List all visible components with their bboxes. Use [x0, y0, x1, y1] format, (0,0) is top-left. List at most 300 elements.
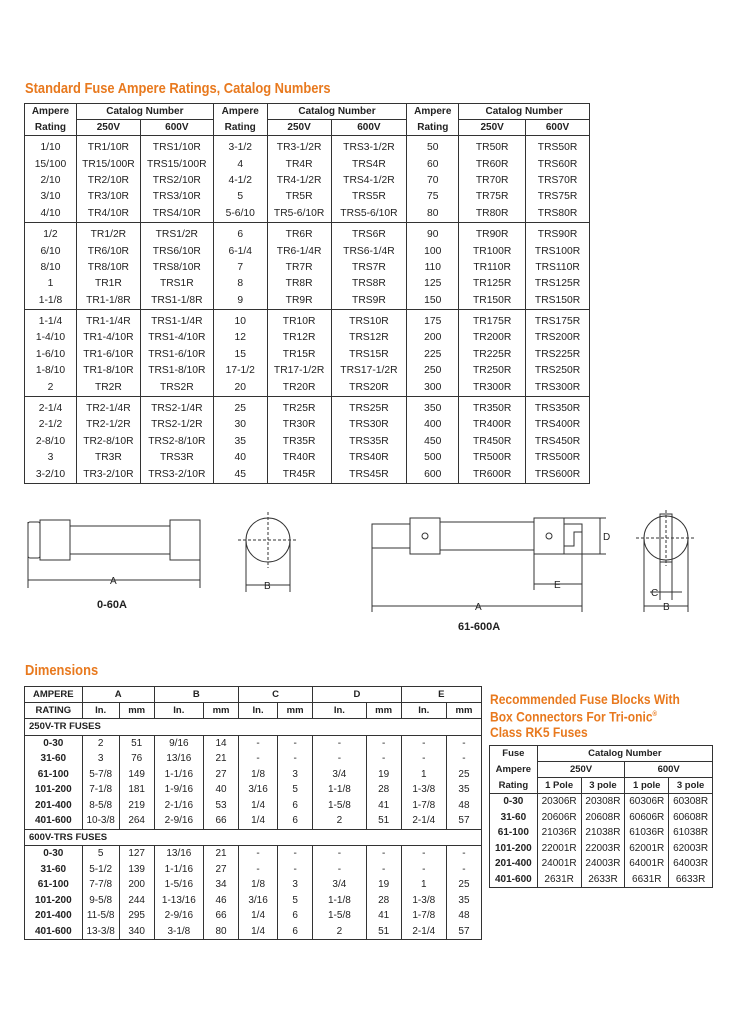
table-row: [25, 782, 482, 798]
catalog-number-cell: TR2-8/10R: [76, 434, 140, 450]
large-fuse-drawing: [372, 518, 606, 612]
dimension-cell: -: [366, 735, 401, 751]
fuse-blocks-title-line1: Recommended Fuse Blocks With: [490, 691, 680, 707]
catalog-number-cell: TRS150R: [526, 293, 590, 310]
dimension-cell: 1/4: [239, 813, 278, 829]
dimension-cell: 35: [446, 782, 481, 798]
dimension-cell: -: [313, 751, 367, 767]
blocks-header-fuse: Fuse: [502, 748, 525, 760]
catalog-number-cell: TRS3-2/10R: [140, 466, 213, 483]
table-row: [25, 206, 590, 223]
catalog-number-cell: TR125R: [459, 276, 526, 292]
catalog-number-cell: TR6-1/4R: [267, 243, 331, 259]
ampere-rating-cell: 70: [407, 173, 459, 189]
ampere-rating-cell: 150: [407, 293, 459, 310]
table-row: [25, 379, 590, 396]
catalog-number-cell: TRS20R: [331, 379, 407, 396]
ampere-rating-cell: 1-4/10: [35, 332, 66, 344]
header-rating: Rating: [25, 120, 77, 136]
catalog-number-cell: TRS17-1/2R: [331, 363, 407, 379]
catalog-number-cell: 64003R: [669, 856, 713, 872]
catalog-number-cell: TRS500R: [526, 450, 590, 466]
catalog-number-cell: TRS3/10R: [140, 189, 213, 205]
table-row: [25, 276, 590, 292]
dim-label-b: B: [264, 581, 271, 592]
dims-header-a: A: [82, 687, 154, 703]
dimension-cell: -: [401, 846, 446, 862]
dimension-cell: -: [401, 751, 446, 767]
dimension-cell: 7-7/8: [82, 877, 119, 893]
unit-in: In.: [154, 703, 203, 719]
catalog-number-cell: TR8/10R: [76, 260, 140, 276]
dimension-cell: 2: [313, 813, 367, 829]
dimension-cell: 28: [366, 893, 401, 909]
dimension-cell: -: [401, 862, 446, 878]
dimension-cell: -: [278, 846, 313, 862]
blocks-header-3pole: 3 pole: [669, 778, 713, 794]
ampere-rating-cell: 75: [407, 189, 459, 205]
dimension-cell: 6: [278, 908, 313, 924]
header-250v: 250V: [267, 120, 331, 136]
dimension-cell: -: [446, 751, 481, 767]
catalog-number-cell: TR1-6/10R: [76, 347, 140, 363]
catalog-number-cell: 61036R: [625, 825, 669, 841]
table-row: [25, 924, 482, 940]
rating-cell: 0-30: [43, 737, 64, 749]
table-row: [25, 893, 482, 909]
ampere-rating-cell: 5-6/10: [213, 206, 267, 223]
rating-cell: 0-30: [503, 796, 524, 808]
dimension-cell: 1: [401, 877, 446, 893]
ampere-rating-cell: 3-1/2: [213, 136, 267, 157]
catalog-number-cell: TR3R: [76, 450, 140, 466]
catalog-number-cell: TRS3-1/2R: [331, 136, 407, 157]
table-row: [25, 222, 590, 243]
catalog-number-cell: TR17-1/2R: [267, 363, 331, 379]
catalog-number-cell: 2631R: [537, 872, 581, 888]
dimension-cell: 127: [119, 846, 154, 862]
header-250v: 250V: [459, 120, 526, 136]
catalog-number-cell: TR4/10R: [76, 206, 140, 223]
table-row: [490, 794, 713, 810]
dimension-cell: -: [446, 735, 481, 751]
dimension-cell: 1/4: [239, 924, 278, 940]
dimension-cell: 9-5/8: [82, 893, 119, 909]
unit-in: In.: [82, 703, 119, 719]
ampere-rating-cell: 4-1/2: [213, 173, 267, 189]
catalog-number-cell: TRS2-1/2R: [140, 417, 213, 433]
catalog-number-cell: TRS1-1/4R: [140, 309, 213, 330]
catalog-number-cell: TRS350R: [526, 396, 590, 417]
dimension-cell: 48: [446, 908, 481, 924]
catalog-number-cell: TR50R: [459, 136, 526, 157]
blocks-header-1pole: 1 Pole: [537, 778, 581, 794]
table-row: [25, 396, 590, 417]
catalog-number-cell: 21036R: [537, 825, 581, 841]
table-row: [25, 751, 482, 767]
dimension-cell: 19: [366, 877, 401, 893]
table-row: [25, 156, 590, 172]
dimension-cell: 5-1/2: [82, 862, 119, 878]
catalog-number-cell: TRS30R: [331, 417, 407, 433]
catalog-number-cell: TR12R: [267, 330, 331, 346]
ampere-rating-cell: 3/10: [40, 191, 61, 203]
ampere-rating-cell: 3: [47, 452, 54, 464]
catalog-number-cell: TR10R: [267, 309, 331, 330]
blocks-header-ampere: Ampere: [495, 764, 532, 775]
table-row: [490, 856, 713, 872]
dimension-cell: 2-1/16: [154, 798, 203, 814]
dimension-cell: -: [313, 862, 367, 878]
catalog-number-cell: TRS10R: [331, 309, 407, 330]
catalog-number-cell: TR80R: [459, 206, 526, 223]
catalog-number-cell: TRS1-6/10R: [140, 347, 213, 363]
dims-header-b: B: [154, 687, 238, 703]
catalog-number-cell: 6631R: [625, 872, 669, 888]
catalog-number-cell: TR2R: [76, 379, 140, 396]
rating-cell: 61-100: [37, 768, 69, 780]
dimension-cell: 1/4: [239, 798, 278, 814]
dimension-cell: 1-5/8: [313, 798, 367, 814]
catalog-number-cell: TRS2-8/10R: [140, 434, 213, 450]
table-row: [25, 767, 482, 783]
dim-label-e: E: [554, 580, 561, 591]
ampere-rating-cell: 2/10: [40, 174, 61, 186]
rating-cell: 61-100: [497, 827, 529, 839]
catalog-number-cell: 64001R: [625, 856, 669, 872]
catalog-number-cell: TR3-1/2R: [267, 136, 331, 157]
dimension-cell: 21: [204, 846, 239, 862]
catalog-number-cell: TRS2/10R: [140, 173, 213, 189]
unit-mm: mm: [278, 703, 313, 719]
catalog-number-cell: TRS1/2R: [140, 222, 213, 243]
dimension-cell: 28: [366, 782, 401, 798]
ampere-rating-cell: 175: [407, 309, 459, 330]
dimension-cell: 25: [446, 767, 481, 783]
header-600v: 600V: [526, 120, 590, 136]
dimension-cell: 57: [446, 813, 481, 829]
ampere-rating-cell: 80: [407, 206, 459, 223]
dimension-cell: -: [278, 735, 313, 751]
catalog-number-cell: 22003R: [581, 841, 625, 857]
dimension-cell: -: [313, 846, 367, 862]
dim-label-b: B: [663, 602, 670, 613]
ratings-title: Standard Fuse Ampere Ratings, Catalog Numbers: [25, 80, 331, 97]
catalog-number-cell: 62001R: [625, 841, 669, 857]
ampere-rating-cell: 15: [213, 347, 267, 363]
dimension-cell: -: [313, 735, 367, 751]
rating-cell: 31-60: [500, 811, 527, 823]
dimension-cell: 48: [446, 798, 481, 814]
catalog-number-cell: 2633R: [581, 872, 625, 888]
catalog-number-cell: TR7R: [267, 260, 331, 276]
ampere-rating-cell: 7: [213, 260, 267, 276]
catalog-number-cell: TR15/100R: [76, 156, 140, 172]
ampere-rating-cell: 90: [407, 222, 459, 243]
catalog-number-cell: TRS2R: [140, 379, 213, 396]
header-600v: 600V: [331, 120, 407, 136]
catalog-number-cell: TR300R: [459, 379, 526, 396]
dimension-cell: 3/4: [313, 767, 367, 783]
dimension-cell: -: [366, 846, 401, 862]
dimension-cell: 51: [366, 924, 401, 940]
rating-cell: 201-400: [34, 799, 72, 811]
dimension-cell: 11-5/8: [82, 908, 119, 924]
table-row: [490, 841, 713, 857]
rating-cell: 31-60: [40, 753, 67, 765]
dimension-cell: 9/16: [154, 735, 203, 751]
catalog-number-cell: TRS1R: [140, 276, 213, 292]
dimension-cell: -: [446, 862, 481, 878]
rating-cell: 101-200: [495, 842, 532, 854]
ampere-rating-cell: 60: [407, 156, 459, 172]
dimension-cell: 1/8: [239, 877, 278, 893]
catalog-number-cell: TRS200R: [526, 330, 590, 346]
rating-cell: 61-100: [37, 879, 69, 891]
catalog-number-cell: TR1R: [76, 276, 140, 292]
dimension-cell: 181: [119, 782, 154, 798]
dimension-cell: 51: [366, 813, 401, 829]
catalog-number-cell: TRS25R: [331, 396, 407, 417]
catalog-number-cell: TR1-8/10R: [76, 363, 140, 379]
catalog-number-cell: TRS1/10R: [140, 136, 213, 157]
catalog-number-cell: TR75R: [459, 189, 526, 205]
table-row: [25, 434, 590, 450]
dimension-cell: 1-9/16: [154, 782, 203, 798]
catalog-number-cell: TRS45R: [331, 466, 407, 483]
catalog-number-cell: 24003R: [581, 856, 625, 872]
dims-header-e: E: [401, 687, 481, 703]
catalog-number-cell: TR4R: [267, 156, 331, 172]
dimension-cell: 6: [278, 798, 313, 814]
ampere-rating-cell: 225: [407, 347, 459, 363]
catalog-number-cell: TR25R: [267, 396, 331, 417]
dims-header-c: C: [239, 687, 313, 703]
table-row: [25, 189, 590, 205]
ampere-rating-cell: 9: [213, 293, 267, 310]
dimension-cell: 3-1/8: [154, 924, 203, 940]
dimension-cell: 2-1/4: [401, 924, 446, 940]
dimension-cell: 3/4: [313, 877, 367, 893]
catalog-number-cell: TR4-1/2R: [267, 173, 331, 189]
dimension-cell: 41: [366, 908, 401, 924]
dimension-cell: 66: [204, 813, 239, 829]
dimension-cell: 1/4: [239, 908, 278, 924]
catalog-number-cell: TR20R: [267, 379, 331, 396]
dimension-cell: 295: [119, 908, 154, 924]
catalog-number-cell: TRS50R: [526, 136, 590, 157]
rating-cell: 401-600: [34, 815, 72, 827]
dimension-cell: 3: [278, 877, 313, 893]
header-ampere: Ampere: [213, 104, 267, 120]
catalog-number-cell: TRS15/100R: [140, 156, 213, 172]
ampere-rating-cell: 350: [407, 396, 459, 417]
ampere-rating-cell: 40: [213, 450, 267, 466]
catalog-number-cell: 62003R: [669, 841, 713, 857]
table-row: [25, 813, 482, 829]
dim-label-a: A: [475, 602, 482, 613]
dimension-cell: 3/16: [239, 893, 278, 909]
dimension-cell: 13/16: [154, 846, 203, 862]
ampere-rating-cell: 600: [407, 466, 459, 483]
catalog-number-cell: TRS125R: [526, 276, 590, 292]
table-row: [25, 735, 482, 751]
table-row: [25, 363, 590, 379]
catalog-number-cell: TR8R: [267, 276, 331, 292]
ampere-rating-cell: 1-6/10: [35, 348, 66, 360]
dimension-cell: 219: [119, 798, 154, 814]
table-row: [25, 798, 482, 814]
catalog-number-cell: 60606R: [625, 810, 669, 826]
catalog-number-cell: TR600R: [459, 466, 526, 483]
ampere-rating-cell: 1-1/8: [25, 293, 77, 310]
catalog-number-cell: TR110R: [459, 260, 526, 276]
catalog-number-cell: TR500R: [459, 450, 526, 466]
catalog-number-cell: 60608R: [669, 810, 713, 826]
dimension-cell: 7-1/8: [82, 782, 119, 798]
dimension-cell: 1-3/8: [401, 893, 446, 909]
dimension-cell: 6: [278, 813, 313, 829]
catalog-number-cell: 20608R: [581, 810, 625, 826]
catalog-number-cell: TR6R: [267, 222, 331, 243]
dimension-cell: -: [278, 862, 313, 878]
unit-in: In.: [313, 703, 367, 719]
ampere-rating-cell: 250: [407, 363, 459, 379]
dimensions-title: Dimensions: [25, 662, 99, 679]
dimension-cell: 34: [204, 877, 239, 893]
dimension-cell: 21: [204, 751, 239, 767]
catalog-number-cell: TR200R: [459, 330, 526, 346]
dimension-cell: 51: [119, 735, 154, 751]
ampere-rating-cell: 100: [407, 243, 459, 259]
table-row: [25, 347, 590, 363]
catalog-number-cell: TR1/2R: [76, 222, 140, 243]
ampere-rating-cell: 6-1/4: [213, 243, 267, 259]
ampere-rating-cell: 30: [213, 417, 267, 433]
catalog-number-cell: 21038R: [581, 825, 625, 841]
catalog-number-cell: TRS2-1/4R: [140, 396, 213, 417]
dimension-cell: 1: [401, 767, 446, 783]
dimension-cell: 80: [204, 924, 239, 940]
ampere-rating-cell: 125: [407, 276, 459, 292]
catalog-number-cell: TR5-6/10R: [267, 206, 331, 223]
ampere-rating-cell: 20: [213, 379, 267, 396]
dimension-cell: 41: [366, 798, 401, 814]
catalog-number-cell: TRS450R: [526, 434, 590, 450]
ampere-rating-cell: 400: [407, 417, 459, 433]
rating-cell: 401-600: [495, 873, 532, 885]
dimension-cell: 1-1/16: [154, 767, 203, 783]
ampere-rating-cell: 1-1/4: [38, 316, 63, 328]
dimension-cell: 264: [119, 813, 154, 829]
table-row: [25, 466, 590, 483]
fuse-blocks-table: [489, 745, 713, 888]
ampere-rating-cell: 300: [407, 379, 459, 396]
dimension-cell: 149: [119, 767, 154, 783]
dimension-cell: 13-3/8: [82, 924, 119, 940]
dimension-cell: 2: [313, 924, 367, 940]
catalog-number-cell: TR175R: [459, 309, 526, 330]
catalog-number-cell: TRS300R: [526, 379, 590, 396]
blocks-header-600v: 600V: [625, 762, 713, 778]
catalog-number-cell: TRS1-8/10R: [140, 363, 213, 379]
ampere-rating-cell: 1-8/10: [35, 365, 66, 377]
dimension-cell: 1-1/8: [313, 782, 367, 798]
dimension-cell: 200: [119, 877, 154, 893]
unit-mm: mm: [446, 703, 481, 719]
catalog-number-cell: 6633R: [669, 872, 713, 888]
dimension-cell: 244: [119, 893, 154, 909]
ampere-rating-cell: 10: [213, 309, 267, 330]
catalog-number-cell: TR15R: [267, 347, 331, 363]
table-row: [490, 810, 713, 826]
ampere-rating-cell: 500: [407, 450, 459, 466]
dimension-cell: 8-5/8: [82, 798, 119, 814]
catalog-number-cell: TRS70R: [526, 173, 590, 189]
ampere-rating-cell: 1/2: [43, 229, 58, 241]
dimension-cell: 25: [446, 877, 481, 893]
catalog-number-cell: TR90R: [459, 222, 526, 243]
catalog-number-cell: 60308R: [669, 794, 713, 810]
dimension-cell: 13/16: [154, 751, 203, 767]
catalog-number-cell: TR1-4/10R: [76, 330, 140, 346]
catalog-number-cell: TRS7R: [331, 260, 407, 276]
header-rating: Rating: [213, 120, 267, 136]
catalog-number-cell: TRS4/10R: [140, 206, 213, 223]
fuse-blocks-title-line2: Box Connectors For Tri-onic®: [490, 708, 658, 725]
dimension-cell: 2-9/16: [154, 908, 203, 924]
catalog-number-cell: TRS9R: [331, 293, 407, 310]
table-row: [25, 862, 482, 878]
large-fuse-label: 61-600A: [458, 621, 501, 633]
catalog-number-cell: TR400R: [459, 417, 526, 433]
catalog-number-cell: TR30R: [267, 417, 331, 433]
catalog-number-cell: TRS8R: [331, 276, 407, 292]
section-label: 600V-TRS FUSES: [25, 829, 482, 846]
dimension-cell: 1/8: [239, 767, 278, 783]
dimension-cell: 1-5/8: [313, 908, 367, 924]
catalog-number-cell: 22001R: [537, 841, 581, 857]
catalog-number-cell: 20308R: [581, 794, 625, 810]
ampere-rating-cell: 3-2/10: [35, 468, 66, 480]
catalog-number-cell: TRS40R: [331, 450, 407, 466]
section-row: [25, 719, 482, 736]
catalog-number-cell: TRS6/10R: [140, 243, 213, 259]
registered-mark: ®: [652, 711, 658, 718]
dimension-cell: 1-7/8: [401, 908, 446, 924]
dimension-cell: 53: [204, 798, 239, 814]
fuse-blocks-title-line3: Class RK5 Fuses: [490, 723, 588, 740]
catalog-number-cell: TR45R: [267, 466, 331, 483]
catalog-number-cell: TRS1-1/8R: [140, 293, 213, 310]
catalog-number-cell: TRS5-6/10R: [331, 206, 407, 223]
dimension-cell: 46: [204, 893, 239, 909]
unit-in: In.: [239, 703, 278, 719]
catalog-number-cell: TRS12R: [331, 330, 407, 346]
dimension-cell: 1-13/16: [154, 893, 203, 909]
dimension-cell: -: [446, 846, 481, 862]
rating-cell: 101-200: [34, 784, 72, 796]
table-row: [25, 846, 482, 862]
ampere-rating-cell: 2-8/10: [35, 435, 66, 447]
table-row: [25, 417, 590, 433]
catalog-number-cell: TRS3R: [140, 450, 213, 466]
catalog-number-cell: TR1/10R: [76, 136, 140, 157]
table-row: [25, 309, 590, 330]
unit-in: In.: [401, 703, 446, 719]
table-row: [25, 908, 482, 924]
table-row: [490, 825, 713, 841]
